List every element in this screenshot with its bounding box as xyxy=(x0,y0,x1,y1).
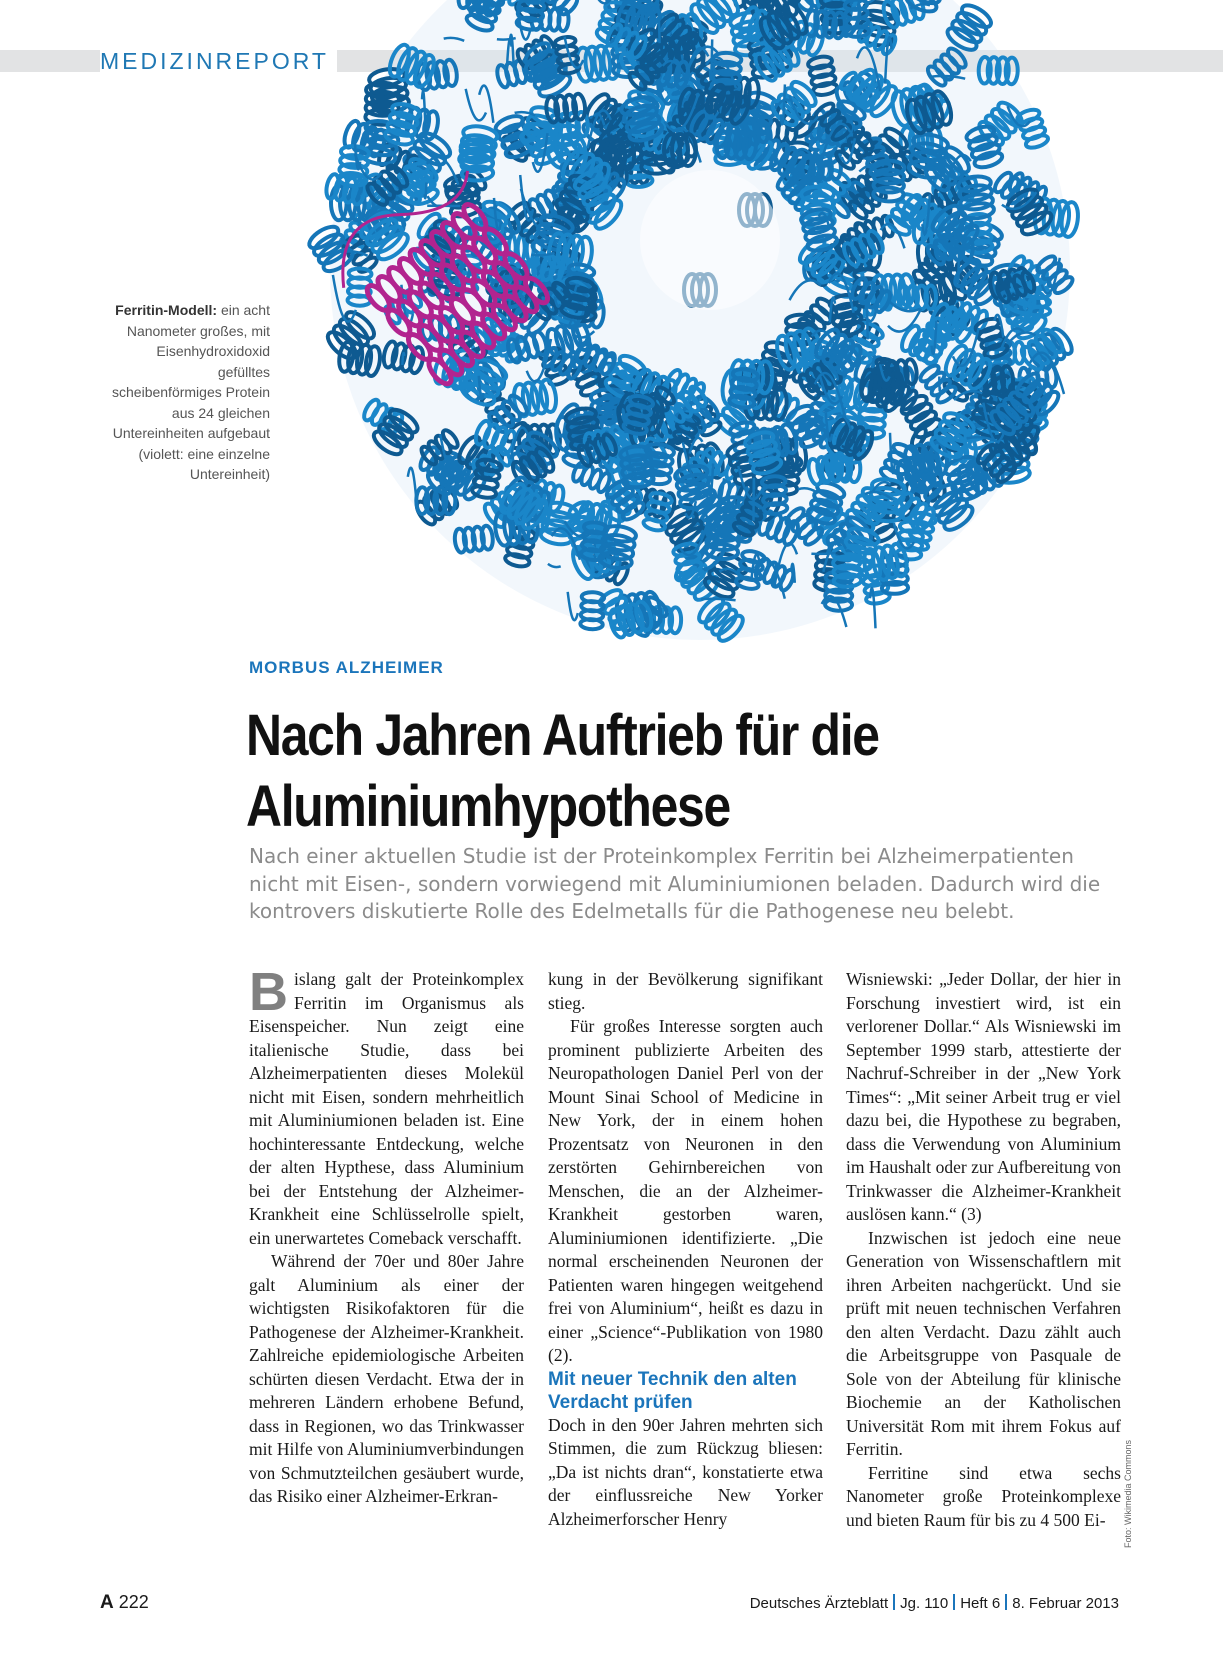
body-column-3 xyxy=(846,968,1121,1532)
article-kicker: MORBUS ALZHEIMER xyxy=(249,658,444,677)
headline-line-1: Nach Jahren Auftrieb für die xyxy=(246,703,879,768)
journal-volume: Jg. 110 xyxy=(900,1595,949,1612)
paragraph-text: islang galt der Proteinkomplex Ferritin im Organismus als Eisenspeicher. Nun zeigt eine italienische Studie, dass bei Alzheimerpatienten dieses Molekül nicht mit Eisen, sondern mehrheitlich mit Aluminiumionen beladen ist. Eine hochinteressante Entdeckung, welche der alten Hypthese, dass Aluminium bei der Entstehung der Alzheimer-Krankheit eine Schlüsselrolle spielt, ein unerwartetes Comeback verschafft. xyxy=(249,969,524,1248)
page-number-value: 222 xyxy=(118,1592,149,1612)
body-paragraph: kung in der Bevölkerung signifikant stieg. xyxy=(548,969,823,1013)
journal-date: 8. Februar 2013 xyxy=(1012,1595,1119,1612)
page-number xyxy=(100,1592,149,1614)
drop-cap: B xyxy=(249,962,288,1022)
section-label: MEDIZINREPORT xyxy=(100,46,337,76)
body-paragraph xyxy=(249,962,524,1250)
ferritin-figure xyxy=(300,0,1170,660)
photo-credit: Foto: Wikimedia Commons xyxy=(1123,1439,1133,1548)
ferritin-protein-model-icon xyxy=(300,0,1170,660)
journal-name: Deutsches Ärzteblatt xyxy=(749,1595,889,1612)
article-subhead: Mit neuer Technik den alten Verdacht prüfen xyxy=(548,1368,797,1413)
body-paragraph: Für großes Interesse sorgten auch prominent publizierte Arbeiten des Neuropathologen Daniel Perl von der Mount Sinai School of Medicine in New York, der in einem hohen Prozentsatz von Neuronen in den zerstörten Gehirnbereichen von Menschen, die an der Alzheimer-Krankheit gestorben waren, Aluminiumionen identifizierte. „Die normal erscheinenden Neuronen der Patienten waren hingegen weitgehend frei von Aluminium“, heißt es dazu in einer „Science“-Publikation von 1980 (2). xyxy=(548,1016,823,1365)
footer-separator xyxy=(1005,1594,1007,1610)
headline-line-2: Aluminiumhypothese xyxy=(246,774,730,839)
body-paragraph: Doch in den 90er Jahren mehrten sich Stimmen, die zum Rückzug bliesen: „Da ist nichts dran“, konstatierte etwa der einflussreiche New Yorker Alzheimerforscher Henry xyxy=(548,1414,823,1529)
body-column-2 xyxy=(548,968,823,1531)
caption-text: ein acht Nanometer großes, mit Eisenhydroxidoxid gefülltes scheibenförmiges Protein aus 24 gleichen Untereinheiten aufgebaut (violett: eine einzelne Untereinheit) xyxy=(112,302,270,482)
body-column-1 xyxy=(249,962,524,1509)
journal-footer xyxy=(750,1594,1119,1612)
figure-caption xyxy=(110,300,270,485)
caption-title: Ferritin-Modell: xyxy=(115,302,218,318)
body-paragraph: Wisniewski: „Jeder Dollar, der hier in Forschung investiert wird, ist ein verlorener Dollar.“ Als Wisniewski im September 1999 starb, attestierte der Nachruf-Schreiber in der „New York Times“: „Mit seiner Arbeit trug er viel dazu bei, die Hypothese zu begraben, dass die Verwendung von Aluminium im Haushalt oder zur Aufbereitung von Trinkwasser die Alzheimer-Krankheit auslösen kann.“ (3) xyxy=(846,969,1121,1224)
body-paragraph: Ferritine sind etwa sechs Nanometer große Proteinkomplexe und bieten Raum für bis zu 4 500 Ei- xyxy=(846,1462,1121,1530)
footer-separator xyxy=(893,1594,895,1610)
article-deck: Nach einer aktuellen Studie ist der Proteinkomplex Ferritin bei Alzheimerpatienten nicht mit Eisen-, sondern vorwiegend mit Aluminiumionen beladen. Dadurch wird die kontrovers diskutierte Rolle des Edelmetalls für die Pathogenese neu belebt. xyxy=(249,844,1101,923)
journal-issue: Heft 6 xyxy=(960,1595,1001,1612)
body-paragraph: Während der 70er und 80er Jahre galt Aluminium als einer der wichtigsten Risikofaktoren für die Pathogenese der Alzheimer-Krankheit. Zahlreiche epidemiologische Arbeiten schürten diesen Verdacht. Etwa der in mehreren Ländern erhobene Befund, dass in Regionen, wo das Trinkwasser mit Hilfe von Aluminiumverbindungen von Schmutzteilchen gesäubert wurde, das Risiko einer Alzheimer-Erkran- xyxy=(249,1251,524,1506)
footer-separator xyxy=(953,1594,955,1610)
page-prefix: A xyxy=(100,1592,114,1613)
body-paragraph: Inzwischen ist jedoch eine neue Generation von Wissenschaftlern mit ihren Arbeiten nachgerückt. Und sie prüft mit neuen technischen Verfahren den alten Verdacht. Dazu zählt auch die Arbeitsgruppe von Pasquale de Sole von der Abteilung für klinische Biochemie an der Katholischen Universität Rom mit ihrem Fokus auf Ferritin. xyxy=(846,1227,1121,1459)
article-headline xyxy=(246,700,1046,842)
